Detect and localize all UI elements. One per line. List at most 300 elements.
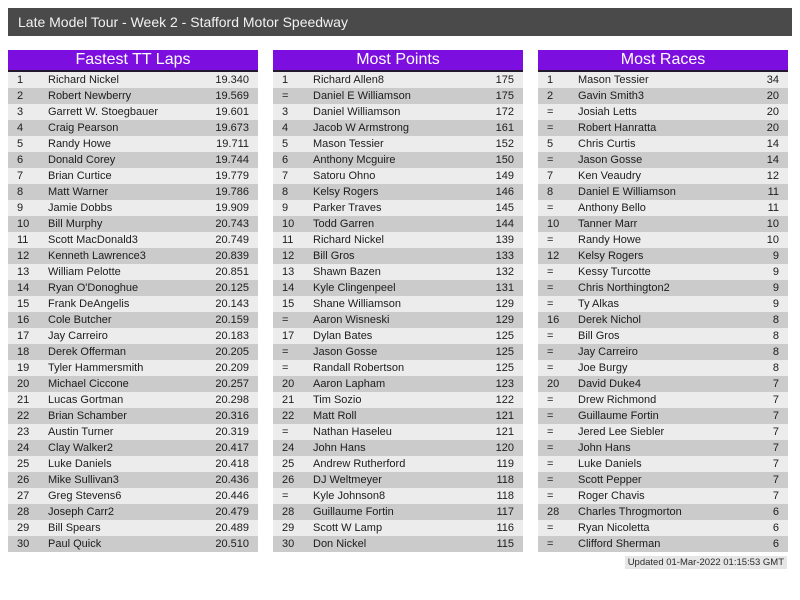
- rank-cell: =: [282, 314, 289, 326]
- value-cell: 133: [495, 250, 514, 262]
- driver-name-cell: William Pelotte: [48, 266, 121, 278]
- value-cell: 10: [766, 218, 779, 230]
- rank-cell: 8: [17, 186, 24, 198]
- rank-cell: 9: [17, 202, 24, 214]
- value-cell: 175: [495, 74, 514, 86]
- value-cell: 20.143: [215, 298, 249, 310]
- driver-name-cell: Andrew Rutherford: [313, 458, 406, 470]
- value-cell: 132: [495, 266, 514, 278]
- value-cell: 125: [495, 346, 514, 358]
- rank-cell: 1: [17, 74, 24, 86]
- title-bar: [8, 8, 792, 36]
- rank-cell: =: [547, 154, 554, 166]
- rank-cell: 11: [282, 234, 294, 246]
- driver-name-cell: Jason Gosse: [313, 346, 378, 358]
- driver-name-cell: Kyle Johnson8: [313, 490, 386, 502]
- driver-name-cell: Kelsy Rogers: [313, 186, 379, 198]
- value-cell: 6: [772, 506, 779, 518]
- rank-cell: =: [547, 282, 554, 294]
- rank-cell: 30: [17, 538, 30, 550]
- driver-name-cell: Daniel Williamson: [313, 106, 401, 118]
- driver-name-cell: Craig Pearson: [48, 122, 119, 134]
- driver-name-cell: Paul Quick: [48, 538, 102, 550]
- table-row: [273, 392, 523, 408]
- value-cell: 19.340: [215, 74, 249, 86]
- rank-cell: 7: [547, 170, 554, 182]
- table-row: [8, 376, 258, 392]
- driver-name-cell: Michael Ciccone: [48, 378, 129, 390]
- driver-name-cell: Jacob W Armstrong: [313, 122, 409, 134]
- leaderboard-title: Most Points: [273, 50, 523, 72]
- value-cell: 6: [772, 522, 779, 534]
- value-cell: 9: [772, 266, 779, 278]
- rank-cell: 8: [282, 186, 289, 198]
- rank-cell: 17: [17, 330, 30, 342]
- driver-name-cell: Bill Murphy: [48, 218, 103, 230]
- value-cell: 20: [766, 122, 779, 134]
- value-cell: 14: [766, 138, 779, 150]
- table-row: [538, 296, 788, 312]
- page-title: Late Model Tour - Week 2 - Stafford Motor Speedway: [18, 14, 348, 30]
- value-cell: 20.316: [215, 410, 249, 422]
- table-row: [538, 360, 788, 376]
- value-cell: 7: [772, 426, 779, 438]
- driver-name-cell: John Hans: [578, 442, 631, 454]
- rank-cell: =: [547, 330, 554, 342]
- rank-cell: =: [547, 522, 554, 534]
- table-row: [538, 440, 788, 456]
- driver-name-cell: Parker Traves: [313, 202, 382, 214]
- value-cell: 175: [495, 90, 514, 102]
- value-cell: 12: [766, 170, 779, 182]
- table-row: [273, 232, 523, 248]
- table-row: [538, 168, 788, 184]
- value-cell: 146: [495, 186, 514, 198]
- value-cell: 19.673: [215, 122, 249, 134]
- rank-cell: 11: [17, 234, 29, 246]
- value-cell: 20.749: [215, 234, 249, 246]
- value-cell: 19.779: [215, 170, 249, 182]
- table-row: [8, 152, 258, 168]
- value-cell: 19.601: [215, 106, 249, 118]
- value-cell: 117: [496, 506, 514, 518]
- driver-name-cell: Robert Newberry: [48, 90, 132, 102]
- driver-name-cell: Jay Carreiro: [48, 330, 108, 342]
- rank-cell: 10: [282, 218, 295, 230]
- value-cell: 8: [772, 330, 779, 342]
- value-cell: 7: [772, 458, 779, 470]
- rank-cell: =: [282, 90, 289, 102]
- driver-name-cell: Mike Sullivan3: [48, 474, 119, 486]
- driver-name-cell: Frank DeAngelis: [48, 298, 130, 310]
- table-row: [273, 376, 523, 392]
- value-cell: 20: [766, 106, 779, 118]
- leaderboard-most-races: [538, 50, 788, 552]
- table-row: [8, 520, 258, 536]
- driver-name-cell: Tyler Hammersmith: [48, 362, 144, 374]
- table-row: [538, 264, 788, 280]
- table-row: [273, 344, 523, 360]
- table-row: [538, 232, 788, 248]
- rank-cell: =: [547, 202, 554, 214]
- rank-cell: =: [547, 106, 554, 118]
- rank-cell: 28: [547, 506, 560, 518]
- rank-cell: =: [547, 234, 554, 246]
- value-cell: 121: [495, 426, 514, 438]
- driver-name-cell: Aaron Lapham: [313, 378, 386, 390]
- rank-cell: 1: [282, 74, 289, 86]
- value-cell: 20.479: [215, 506, 249, 518]
- value-cell: 9: [772, 298, 779, 310]
- driver-name-cell: Randall Robertson: [313, 362, 405, 374]
- driver-name-cell: Ryan Nicoletta: [578, 522, 650, 534]
- driver-name-cell: Jason Gosse: [578, 154, 643, 166]
- table-row: [8, 104, 258, 120]
- value-cell: 20.417: [215, 442, 249, 454]
- rank-cell: 26: [17, 474, 30, 486]
- rank-cell: 5: [547, 138, 554, 150]
- table-row: [8, 536, 258, 552]
- table-row: [8, 200, 258, 216]
- table-row: [538, 344, 788, 360]
- rank-cell: 26: [282, 474, 295, 486]
- table-row: [8, 488, 258, 504]
- value-cell: 118: [496, 474, 514, 486]
- leaderboard-fastest-tt-laps: [8, 50, 258, 552]
- table-row: [8, 408, 258, 424]
- driver-name-cell: Mason Tessier: [578, 74, 649, 86]
- driver-name-cell: Anthony Mcguire: [313, 154, 396, 166]
- value-cell: 116: [496, 522, 514, 534]
- rank-cell: 16: [547, 314, 560, 326]
- driver-name-cell: Kelsy Rogers: [578, 250, 644, 262]
- rank-cell: =: [547, 426, 554, 438]
- table-row: [8, 184, 258, 200]
- driver-name-cell: Drew Richmond: [578, 394, 657, 406]
- value-cell: 161: [495, 122, 514, 134]
- rank-cell: =: [282, 426, 289, 438]
- driver-name-cell: Brian Schamber: [48, 410, 127, 422]
- value-cell: 11: [767, 186, 779, 198]
- value-cell: 172: [495, 106, 514, 118]
- table-row: [8, 328, 258, 344]
- rank-cell: 25: [282, 458, 295, 470]
- driver-name-cell: Charles Throgmorton: [578, 506, 682, 518]
- driver-name-cell: Jay Carreiro: [578, 346, 638, 358]
- table-row: [8, 120, 258, 136]
- value-cell: 7: [772, 442, 779, 454]
- driver-name-cell: Brian Curtice: [48, 170, 112, 182]
- rank-cell: 4: [17, 122, 24, 134]
- table-row: [538, 136, 788, 152]
- table-row: [538, 152, 788, 168]
- driver-name-cell: Richard Nickel: [48, 74, 119, 86]
- driver-name-cell: Todd Garren: [313, 218, 375, 230]
- rank-cell: =: [547, 394, 554, 406]
- value-cell: 19.909: [215, 202, 249, 214]
- table-row: [538, 504, 788, 520]
- driver-name-cell: Joseph Carr2: [48, 506, 115, 518]
- rank-cell: 20: [17, 378, 30, 390]
- driver-name-cell: DJ Weltmeyer: [313, 474, 382, 486]
- table-row: [538, 216, 788, 232]
- driver-name-cell: Guillaume Fortin: [313, 506, 394, 518]
- rank-cell: 3: [282, 106, 289, 118]
- table-row: [273, 248, 523, 264]
- value-cell: 20.851: [215, 266, 249, 278]
- value-cell: 139: [495, 234, 514, 246]
- driver-name-cell: Josiah Letts: [578, 106, 637, 118]
- rank-cell: 28: [282, 506, 295, 518]
- driver-name-cell: Gavin Smith3: [578, 90, 645, 102]
- driver-name-cell: Luke Daniels: [578, 458, 642, 470]
- driver-name-cell: Randy Howe: [48, 138, 111, 150]
- rank-cell: 22: [282, 410, 295, 422]
- rank-cell: 15: [282, 298, 295, 310]
- leaderboard-most-points: [273, 50, 523, 552]
- value-cell: 20.510: [215, 538, 249, 550]
- driver-name-cell: Kyle Clingenpeel: [313, 282, 396, 294]
- table-row: [538, 392, 788, 408]
- value-cell: 11: [767, 202, 779, 214]
- driver-name-cell: Daniel E Williamson: [313, 90, 411, 102]
- rank-cell: 7: [17, 170, 24, 182]
- value-cell: 20.839: [215, 250, 249, 262]
- rank-cell: 21: [282, 394, 295, 406]
- table-row: [8, 392, 258, 408]
- table-row: [8, 456, 258, 472]
- table-row: [538, 72, 788, 88]
- table-row: [273, 472, 523, 488]
- driver-name-cell: Robert Hanratta: [578, 122, 657, 134]
- rank-cell: 20: [282, 378, 295, 390]
- rank-cell: 24: [17, 442, 30, 454]
- rank-cell: 2: [547, 90, 554, 102]
- driver-name-cell: Randy Howe: [578, 234, 641, 246]
- table-row: [8, 296, 258, 312]
- value-cell: 149: [495, 170, 514, 182]
- value-cell: 123: [495, 378, 514, 390]
- driver-name-cell: Clifford Sherman: [578, 538, 661, 550]
- table-row: [538, 88, 788, 104]
- table-row: [538, 120, 788, 136]
- driver-name-cell: Bill Spears: [48, 522, 101, 534]
- table-row: [273, 296, 523, 312]
- driver-name-cell: Ken Veaudry: [578, 170, 641, 182]
- table-row: [8, 504, 258, 520]
- table-row: [8, 72, 258, 88]
- table-row: [538, 280, 788, 296]
- table-row: [538, 456, 788, 472]
- driver-name-cell: Kenneth Lawrence3: [48, 250, 146, 262]
- table-row: [538, 104, 788, 120]
- table-row: [273, 312, 523, 328]
- rank-cell: 23: [17, 426, 30, 438]
- rank-cell: =: [547, 362, 554, 374]
- rank-cell: 30: [282, 538, 295, 550]
- value-cell: 125: [495, 330, 514, 342]
- value-cell: 9: [772, 250, 779, 262]
- table-row: [273, 520, 523, 536]
- table-row: [273, 72, 523, 88]
- value-cell: 20.743: [215, 218, 249, 230]
- updated-timestamp: Updated 01-Mar-2022 01:15:53 GMT: [625, 556, 787, 569]
- driver-name-cell: Joe Burgy: [578, 362, 628, 374]
- driver-name-cell: Chris Northington2: [578, 282, 670, 294]
- driver-name-cell: Lucas Gortman: [48, 394, 124, 406]
- table-row: [8, 440, 258, 456]
- rank-cell: 5: [282, 138, 289, 150]
- rank-cell: 20: [547, 378, 560, 390]
- value-cell: 20.209: [215, 362, 249, 374]
- rank-cell: 29: [17, 522, 30, 534]
- driver-name-cell: Jamie Dobbs: [48, 202, 113, 214]
- driver-name-cell: Matt Warner: [48, 186, 109, 198]
- driver-name-cell: Tanner Marr: [578, 218, 638, 230]
- driver-name-cell: Anthony Bello: [578, 202, 646, 214]
- table-row: [538, 408, 788, 424]
- rank-cell: 9: [282, 202, 289, 214]
- value-cell: 6: [772, 538, 779, 550]
- table-row: [273, 440, 523, 456]
- table-row: [273, 152, 523, 168]
- table-row: [538, 536, 788, 552]
- value-cell: 122: [495, 394, 514, 406]
- rank-cell: 12: [282, 250, 295, 262]
- table-row: [538, 424, 788, 440]
- driver-name-cell: Cole Butcher: [48, 314, 112, 326]
- driver-name-cell: Jered Lee Siebler: [578, 426, 665, 438]
- value-cell: 20.159: [215, 314, 249, 326]
- value-cell: 119: [496, 458, 514, 470]
- value-cell: 20.319: [215, 426, 249, 438]
- value-cell: 144: [495, 218, 514, 230]
- table-row: [8, 424, 258, 440]
- table-row: [538, 520, 788, 536]
- table-row: [273, 120, 523, 136]
- table-row: [8, 248, 258, 264]
- rank-cell: 27: [17, 490, 30, 502]
- driver-name-cell: Scott Pepper: [578, 474, 642, 486]
- rank-cell: 6: [17, 154, 24, 166]
- rank-cell: 7: [282, 170, 289, 182]
- rank-cell: 14: [282, 282, 295, 294]
- rank-cell: 22: [17, 410, 30, 422]
- table-row: [273, 360, 523, 376]
- rank-cell: =: [547, 458, 554, 470]
- driver-name-cell: Shane Williamson: [313, 298, 402, 310]
- table-row: [8, 136, 258, 152]
- leaderboard-title: Most Races: [538, 50, 788, 72]
- table-row: [8, 344, 258, 360]
- value-cell: 145: [495, 202, 514, 214]
- rank-cell: 19: [17, 362, 30, 374]
- value-cell: 118: [496, 490, 514, 502]
- table-row: [273, 536, 523, 552]
- rank-cell: 6: [282, 154, 289, 166]
- rank-cell: 16: [17, 314, 30, 326]
- value-cell: 7: [772, 410, 779, 422]
- driver-name-cell: Derek Nichol: [578, 314, 641, 326]
- driver-name-cell: Matt Roll: [313, 410, 357, 422]
- value-cell: 7: [772, 394, 779, 406]
- rank-cell: =: [282, 490, 289, 502]
- table-row: [8, 280, 258, 296]
- rank-cell: =: [282, 362, 289, 374]
- rank-cell: 4: [282, 122, 289, 134]
- rank-cell: =: [547, 346, 554, 358]
- table-row: [8, 168, 258, 184]
- driver-name-cell: Derek Offerman: [48, 346, 127, 358]
- value-cell: 8: [772, 314, 779, 326]
- driver-name-cell: Kessy Turcotte: [578, 266, 651, 278]
- table-row: [273, 184, 523, 200]
- table-row: [273, 168, 523, 184]
- value-cell: 20.183: [215, 330, 249, 342]
- driver-name-cell: John Hans: [313, 442, 366, 454]
- value-cell: 14: [766, 154, 779, 166]
- value-cell: 129: [495, 298, 514, 310]
- table-row: [8, 88, 258, 104]
- value-cell: 20.257: [215, 378, 249, 390]
- driver-name-cell: Austin Turner: [48, 426, 114, 438]
- table-row: [538, 488, 788, 504]
- table-row: [538, 248, 788, 264]
- rank-cell: 2: [17, 90, 24, 102]
- rank-cell: 8: [547, 186, 554, 198]
- driver-name-cell: Garrett W. Stoegbauer: [48, 106, 159, 118]
- table-row: [273, 104, 523, 120]
- value-cell: 20: [766, 90, 779, 102]
- value-cell: 20.436: [215, 474, 249, 486]
- value-cell: 20.489: [215, 522, 249, 534]
- driver-name-cell: Chris Curtis: [578, 138, 636, 150]
- table-row: [8, 264, 258, 280]
- rank-cell: 1: [547, 74, 554, 86]
- driver-name-cell: Don Nickel: [313, 538, 367, 550]
- rank-cell: 24: [282, 442, 295, 454]
- table-row: [273, 328, 523, 344]
- rank-cell: 12: [17, 250, 30, 262]
- value-cell: 7: [772, 490, 779, 502]
- driver-name-cell: Ty Alkas: [578, 298, 619, 310]
- rank-cell: =: [282, 346, 289, 358]
- value-cell: 9: [772, 282, 779, 294]
- table-row: [538, 184, 788, 200]
- value-cell: 8: [772, 362, 779, 374]
- driver-name-cell: Ryan O'Donoghue: [48, 282, 139, 294]
- value-cell: 131: [495, 282, 514, 294]
- value-cell: 19.569: [215, 90, 249, 102]
- leaderboards-container: [8, 50, 788, 552]
- driver-name-cell: Scott W Lamp: [313, 522, 383, 534]
- value-cell: 20.446: [215, 490, 249, 502]
- driver-name-cell: Dylan Bates: [313, 330, 373, 342]
- table-row: [273, 488, 523, 504]
- value-cell: 20.205: [215, 346, 249, 358]
- rank-cell: 13: [282, 266, 295, 278]
- driver-name-cell: David Duke4: [578, 378, 641, 390]
- driver-name-cell: Donald Corey: [48, 154, 116, 166]
- value-cell: 120: [495, 442, 514, 454]
- driver-name-cell: Richard Nickel: [313, 234, 384, 246]
- value-cell: 125: [495, 362, 514, 374]
- rank-cell: =: [547, 538, 554, 550]
- value-cell: 121: [495, 410, 514, 422]
- rank-cell: 13: [17, 266, 30, 278]
- rank-cell: =: [547, 122, 554, 134]
- value-cell: 20.418: [215, 458, 249, 470]
